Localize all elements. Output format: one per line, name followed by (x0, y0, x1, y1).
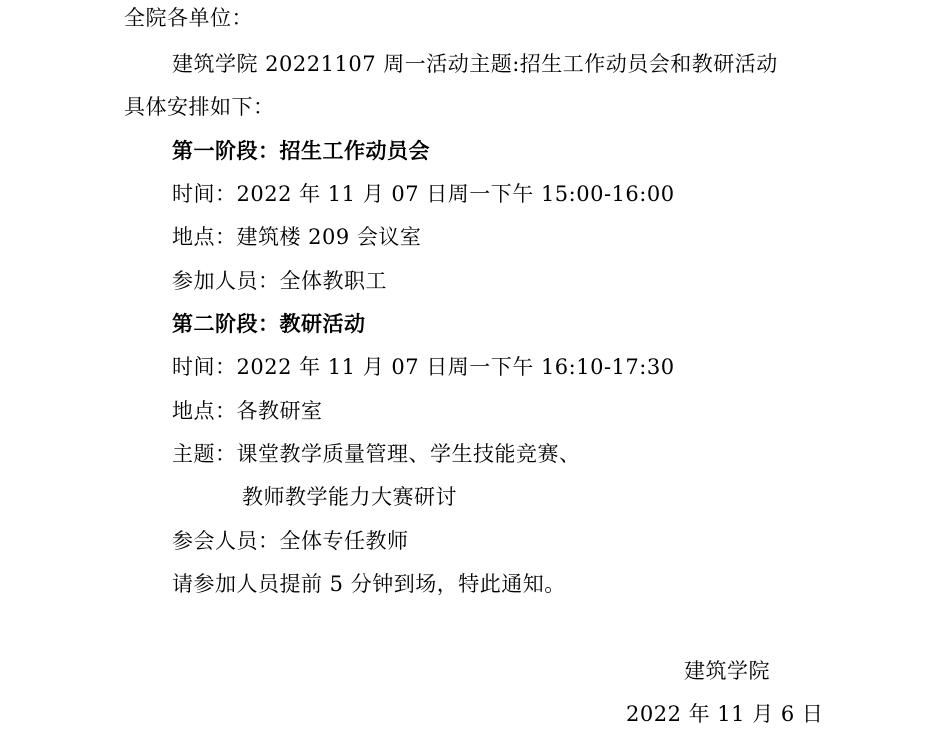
intro-line-1: 建筑学院 20221107 周一活动主题:招生工作动员会和教研活动 (172, 52, 778, 76)
stage2-topic-line-2: 教师教学能力大赛研讨 (242, 485, 457, 509)
reminder: 请参加人员提前 5 分钟到场，特此通知。 (172, 572, 566, 596)
salutation: 全院各单位： (124, 6, 253, 30)
stage1-heading: 第一阶段：招生工作动员会 (172, 138, 430, 163)
stage2-heading: 第二阶段：教研活动 (172, 311, 366, 336)
stage2-participants: 参会人员：全体专任教师 (172, 529, 409, 553)
signature: 建筑学院 (684, 659, 770, 683)
stage2-time: 时间：2022 年 11 月 07 日周一下午 16:10-17:30 (172, 355, 675, 379)
notice-date: 2022 年 11 月 6 日 (626, 702, 824, 726)
intro-line-2: 具体安排如下： (124, 95, 275, 119)
stage1-location: 地点：建筑楼 209 会议室 (172, 225, 422, 249)
stage1-participants: 参加人员：全体教职工 (172, 269, 387, 293)
stage2-location: 地点：各教研室 (172, 399, 323, 423)
stage1-time: 时间：2022 年 11 月 07 日周一下午 15:00-16:00 (172, 182, 675, 206)
stage2-topic-line-1: 主题：课堂教学质量管理、学生技能竞赛、 (172, 442, 581, 466)
